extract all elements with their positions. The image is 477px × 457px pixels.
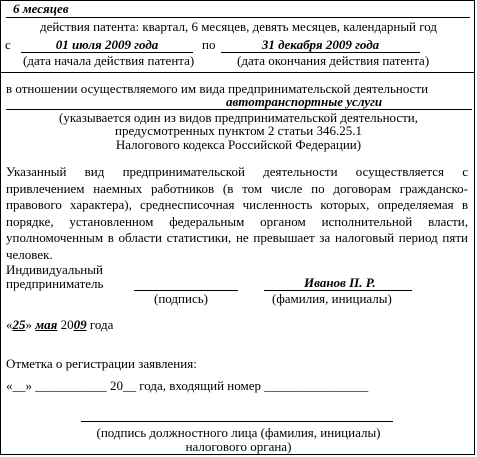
role-line2: предприниматель xyxy=(6,276,104,291)
registration-date-line: «__» ___________ 20__ года, входящий номер ________________ xyxy=(6,378,369,393)
employees-paragraph: Указанный вид предпринимательской деятельности осуществляется с привлечением наемных работников (в том числе по договорам гражданско-правового характера), среднесписочная численность которых, определяемая в порядке, установленном федеральным органом исполнительной власти, уполномоченным в области статистики, не превышает за налоговый период пяти человек. xyxy=(6,164,468,262)
date-signed xyxy=(6,318,113,332)
activity-note-line2: предусмотренных пунктом 2 статьи 346.25.1 xyxy=(115,123,362,138)
end-date-caption: (дата окончания действия патента) xyxy=(237,53,430,68)
signature-caption: (подпись) xyxy=(154,291,208,306)
name-caption: (фамилия, инициалы) xyxy=(272,291,392,306)
date-signed-year-suffix: 09 xyxy=(73,317,87,332)
entrepreneur-name: Иванов П. Р. xyxy=(304,275,376,290)
role-line1: Индивидуальный xyxy=(6,262,103,277)
activity-note-line3: Налогового кодекса Российской Федерации) xyxy=(115,137,362,152)
date-signed-quote-close: » xyxy=(25,317,32,332)
start-date-caption: (дата начала действия патента) xyxy=(23,53,195,68)
patent-period-section xyxy=(1,1,474,73)
official-caption-line2: налогового органа) xyxy=(185,439,292,454)
activity-intro: в отношении осуществляемого им вида предпринимательской деятельности xyxy=(6,81,429,96)
official-signature-line xyxy=(81,421,393,422)
date-prefix: с xyxy=(5,37,11,52)
period-caption: действия патента: квартал, 6 месяцев, девять месяцев, календарный год xyxy=(39,19,438,34)
activity-note-line1: (указывается один из видов предпринимательской деятельности, xyxy=(58,110,419,125)
official-caption-line1: (подпись должностного лица (фамилия, инициалы) xyxy=(96,425,381,440)
date-signed-day: 25 xyxy=(12,317,26,332)
date-signed-quote-open: « xyxy=(6,317,13,332)
registration-title: Отметка о регистрации заявления: xyxy=(6,356,197,371)
period-line xyxy=(6,17,470,18)
date-middle: по xyxy=(202,37,216,52)
date-signed-year-word: года xyxy=(89,317,114,332)
start-date-value: 01 июля 2009 года xyxy=(21,38,193,53)
end-date-value: 31 декабря 2009 года xyxy=(221,38,420,53)
date-signed-year-prefix: 20 xyxy=(60,317,74,332)
period-value: 6 месяцев xyxy=(13,1,69,16)
activity-value: автотранспортные услуги xyxy=(226,94,383,109)
date-signed-month: мая xyxy=(35,317,58,332)
